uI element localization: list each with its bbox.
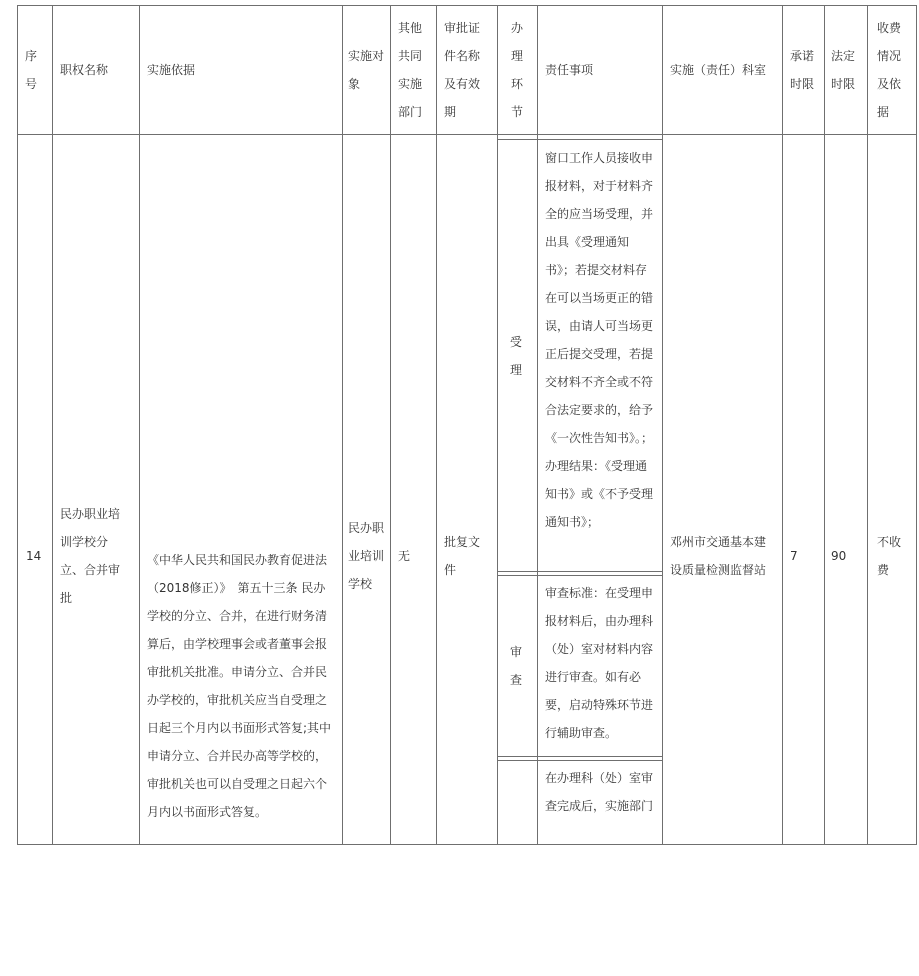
row-legal-time: 90	[831, 548, 847, 563]
step-accept: 受理	[510, 334, 523, 377]
row-fee: 不收费	[877, 534, 902, 577]
header-duty: 责任事项	[545, 63, 594, 77]
duty-decision: 在办理科（处）室审查完成后，实施部门	[545, 771, 654, 813]
step-review: 审查	[510, 645, 523, 687]
row-promise-time: 7	[790, 548, 798, 563]
row-seq: 14	[26, 548, 42, 563]
duty-review: 审查标准：在受理申报材料后，由办理科（处）室对材料内容进行审查。如有必要，启动特殊环节进行辅助审查。	[545, 586, 654, 740]
header-step: 办理环节	[511, 21, 524, 119]
header-dept: 实施（责任）科室	[670, 63, 767, 77]
header-name: 职权名称	[60, 63, 109, 77]
duty-accept: 窗口工作人员接收申报材料，对于材料齐全的应当场受理，并出具《受理通知书》；若提交材料存在可以当场更正的错误，由请人可当场更正后提交受理，若提交材料不齐全或不符合法定要求的，给予《一次性告知书》。；办理结果：《受理通知书》或《不予受理通知书》；	[545, 151, 654, 529]
header-basis: 实施依据	[147, 63, 196, 77]
row-cert: 批复文件	[444, 534, 481, 577]
row-legal-basis: 《中华人民共和国民办教育促进法（2018修正）》 第五十三条 民办学校的分立、合并，在进行财务清算后，由学校理事会或者董事会报审批机关批准。申请分立、合并民办学校的，审批机关应当自受理之日起三个月内以书面形式答复;其中申请分立、合并民办高等学校的，审批机关也可以自受理之日起六个月内以书面形式答复。	[147, 553, 332, 819]
row-other-depts: 无	[398, 548, 411, 563]
header-seq: 序号	[25, 49, 38, 91]
row-responsible-dept: 邓州市交通基本建设质量检测监督站	[670, 534, 767, 577]
header-promise: 承诺时限	[790, 49, 815, 91]
permission-table	[17, 5, 917, 845]
header-fee: 收费情况及依据	[877, 21, 902, 119]
row-permission-name: 民办职业培训学校分立、合并审批	[60, 506, 121, 605]
header-cert: 审批证件名称及有效期	[444, 21, 481, 119]
header-other-depts: 其他共同实施部门	[398, 21, 423, 119]
header-target: 实施对象	[348, 49, 385, 91]
row-target: 民办职业培训学校	[348, 520, 385, 591]
header-legal: 法定时限	[831, 49, 856, 91]
